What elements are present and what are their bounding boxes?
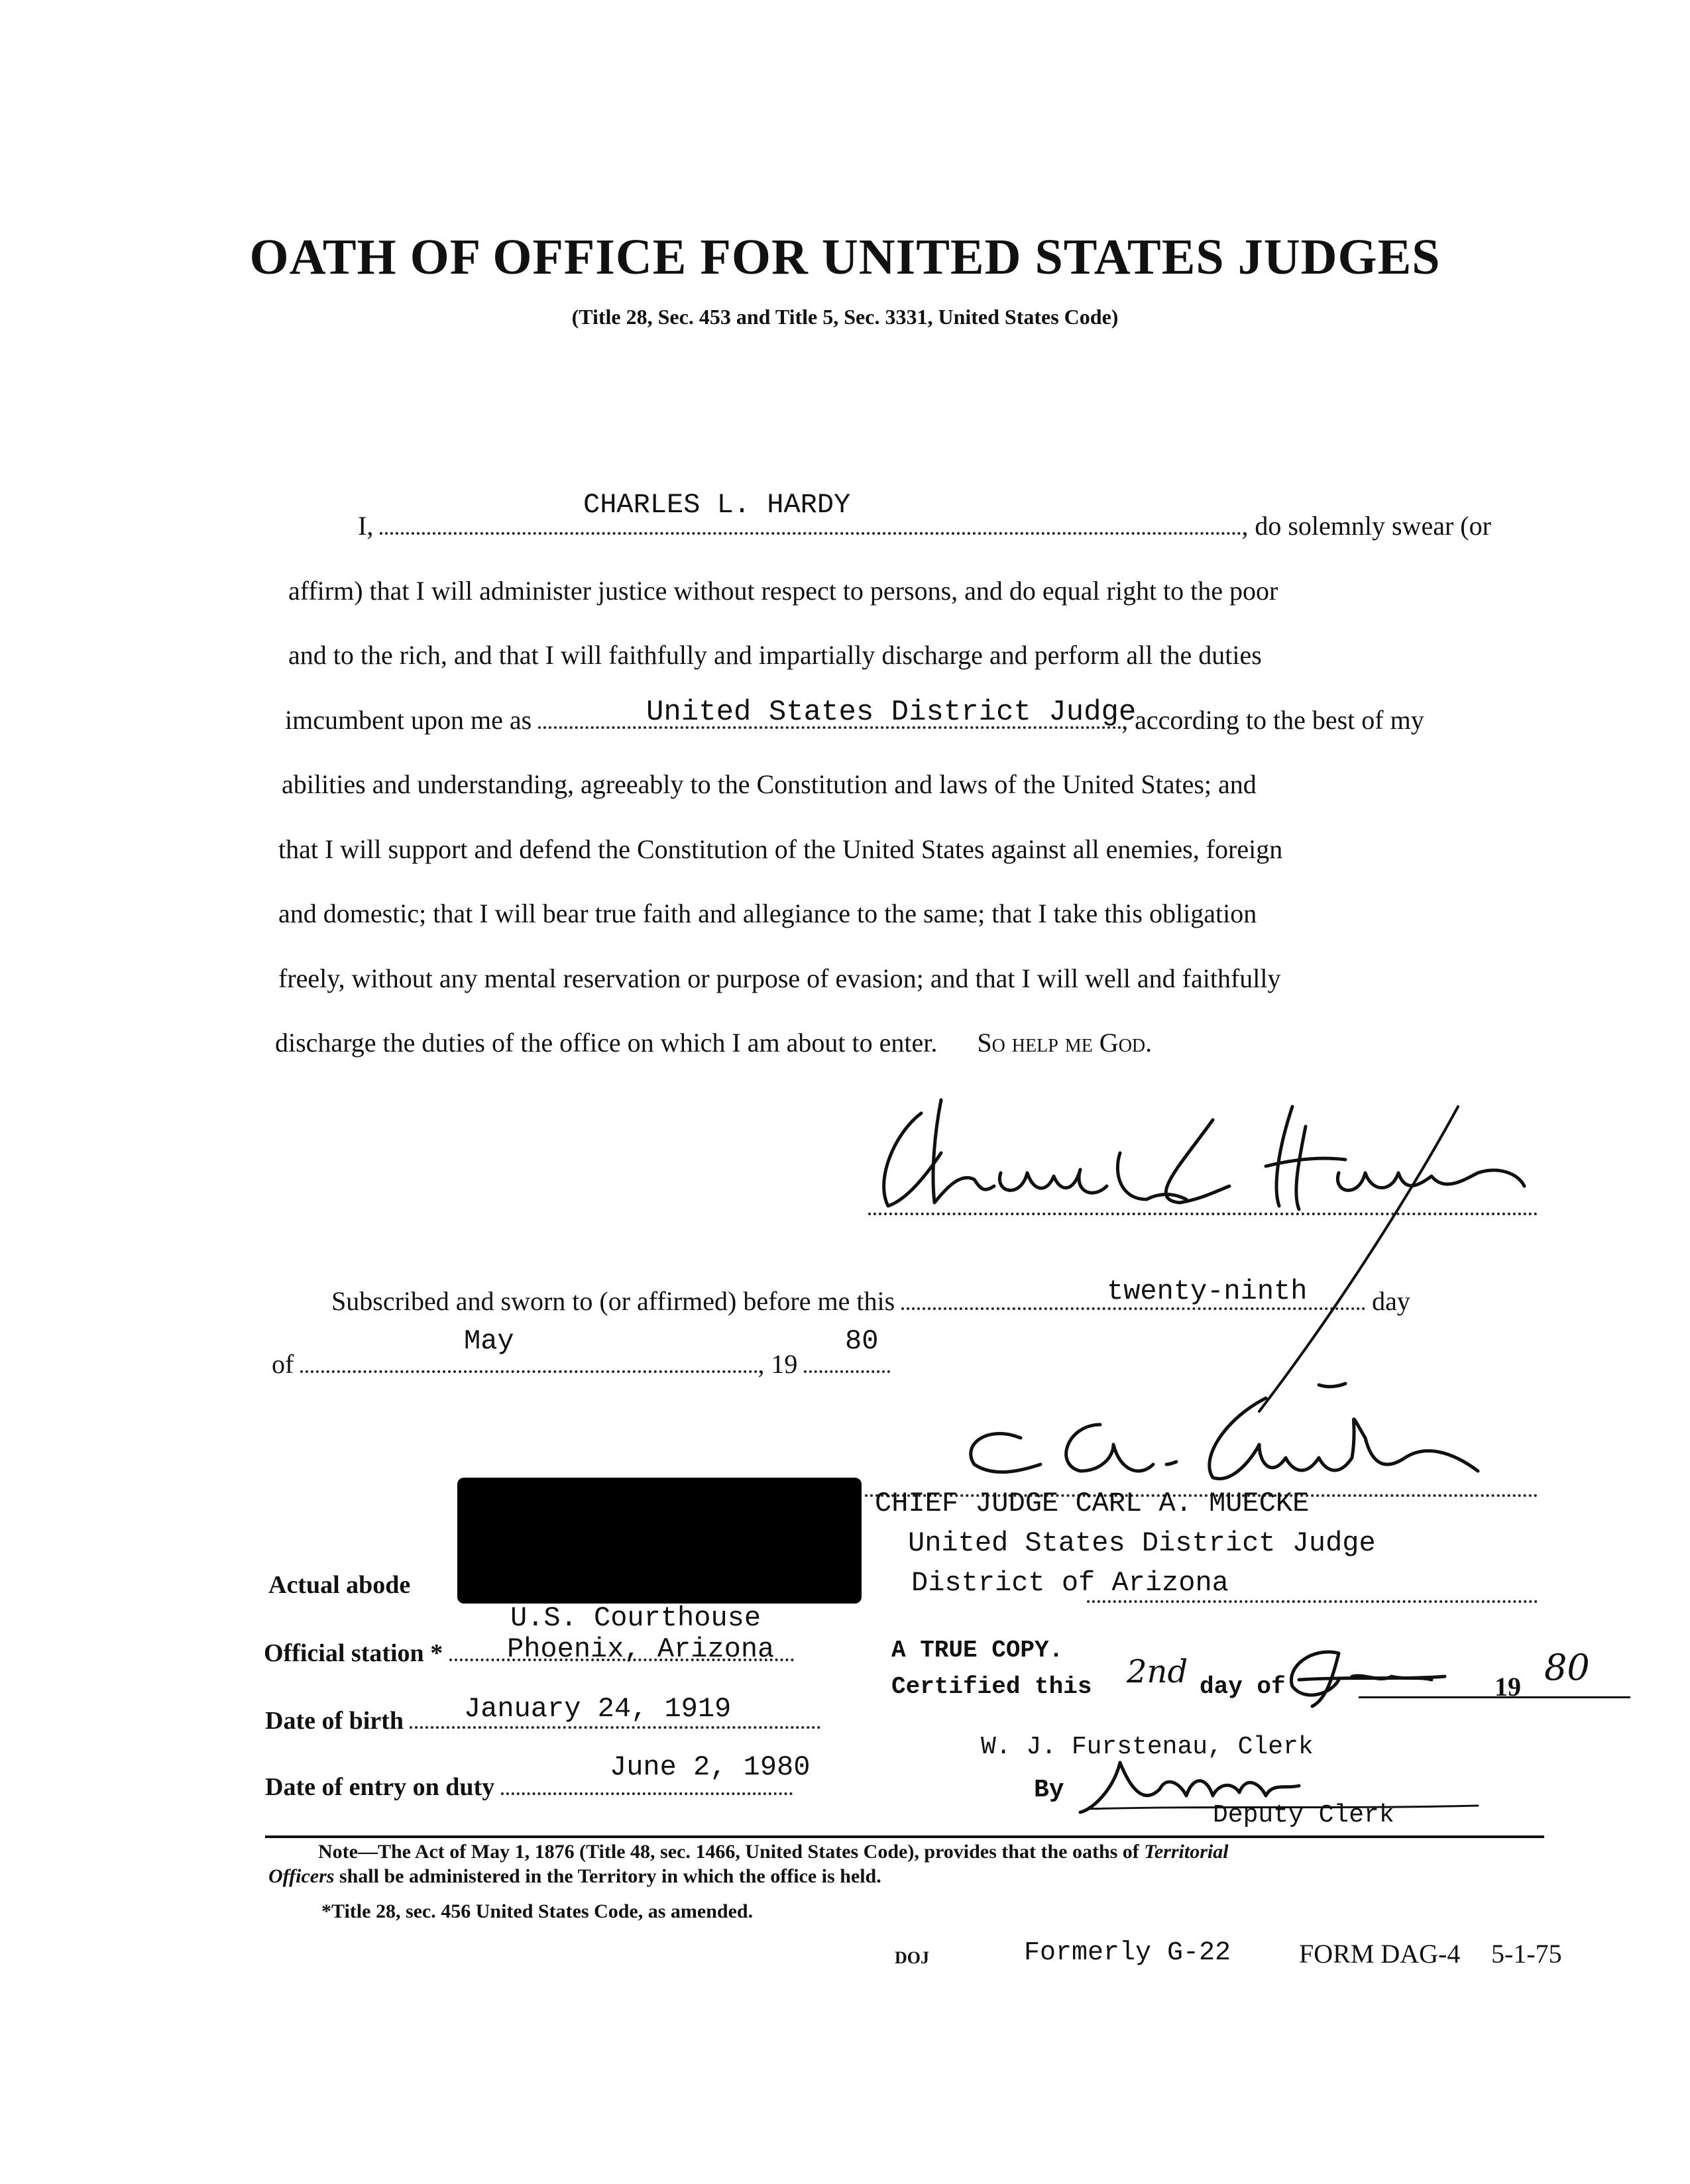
footer-doj: DOJ [895, 1948, 929, 1967]
sworn-month-field: May [464, 1325, 514, 1357]
oath-line1-suffix: , do solemnly swear (or [1241, 511, 1491, 541]
certified-day: 2nd [1127, 1653, 1188, 1690]
note-1-line-2: Officers shall be administered in the Territory in which the office is held. [268, 1865, 881, 1887]
note-2: *Title 28, sec. 456 United States Code, as amended. [321, 1900, 754, 1922]
office-field: United States District Judge [646, 696, 1137, 729]
sworn-year-prefix: , 19 [758, 1349, 798, 1379]
name-dotted-line [380, 519, 1241, 535]
redaction-box [457, 1478, 862, 1604]
oath-line-2: affirm) that I will administer justice without respect to persons, and do equal right to the poor [288, 576, 1278, 606]
station-line-1: U.S. Courthouse [510, 1602, 761, 1634]
oath-line-8: freely, without any mental reservation or purpose of evasion; and that I will well and faithfully [278, 963, 1281, 993]
footer-formerly: Formerly G-22 [1024, 1938, 1231, 1968]
judge-name-field: CHARLES L. HARDY [583, 489, 851, 521]
certified-label: Certified this [891, 1673, 1092, 1700]
officer-district: District of Arizona [911, 1567, 1229, 1599]
notes-separator [265, 1835, 1544, 1838]
officer-title: United States District Judge [908, 1527, 1376, 1559]
deputy-clerk: Deputy Clerk [1213, 1801, 1394, 1829]
oath-line4-suffix: , according to the best of my [1121, 705, 1424, 735]
form-subtitle: (Title 28, Sec. 453 and Title 5, Sec. 3331, United States Code) [571, 305, 1119, 329]
oath-line-5: abilities and understanding, agreeably to the Constitution and laws of the United States; and [282, 769, 1257, 799]
certified-month [1272, 1640, 1485, 1713]
footer-form: FORM DAG-4 [1299, 1939, 1461, 1969]
month-dotted-line [300, 1357, 758, 1373]
sworn-of-label: of [272, 1349, 294, 1379]
entry-label: Date of entry on duty [265, 1773, 495, 1801]
oath-closing: So help me God. [977, 1028, 1153, 1058]
certified-year-prefix: 19 [1494, 1672, 1521, 1702]
station-line-2: Phoenix, Arizona [507, 1633, 775, 1665]
dob-label: Date of birth [265, 1707, 404, 1735]
officer-signature [948, 1378, 1518, 1498]
officer-name: CHIEF JUDGE CARL A. MUECKE [875, 1488, 1310, 1519]
footer-date: 5-1-75 [1491, 1939, 1562, 1969]
dob-field: January 24, 1919 [464, 1693, 732, 1725]
oath-line9-text: discharge the duties of the office on which I am about to enter. [275, 1028, 938, 1058]
true-copy: A TRUE COPY. [891, 1637, 1064, 1664]
oath-line-3: and to the rich, and that I will faithfully and impartially discharge and perform all the duties [288, 640, 1262, 670]
oath-line-7: and domestic; that I will bear true faith and allegiance to the same; that I take this obligation [278, 899, 1257, 928]
oath-line4-prefix: imcumbent upon me as [285, 705, 532, 735]
sworn-day-suffix: day [1372, 1286, 1410, 1316]
sworn-month-line [272, 1348, 890, 1380]
sworn-prefix: Subscribed and sworn to (or affirmed) before me this [331, 1286, 895, 1316]
entry-field: June 2, 1980 [610, 1751, 811, 1783]
clerk-name: W. J. Furstenau, Clerk [981, 1733, 1314, 1761]
oath-line-6: that I will support and defend the Constitution of the United States against all enemies, foreign [278, 834, 1283, 864]
abode-label: Actual abode [268, 1571, 411, 1599]
certified-year: 80 [1544, 1647, 1590, 1688]
district-dotted-line [1087, 1600, 1538, 1603]
form-title: OATH OF OFFICE FOR UNITED STATES JUDGES [249, 229, 1441, 285]
sworn-year-field: 80 [845, 1325, 879, 1357]
note-1-line-1: Note—The Act of May 1, 1876 (Title 48, sec. 1466, United States Code), provides that the oaths of Territorial [318, 1841, 1229, 1863]
signature-stroke [1246, 1100, 1485, 1418]
oath-prefix: I, [358, 511, 374, 541]
certified-day-word: day of [1200, 1673, 1286, 1700]
year-dotted-line [804, 1357, 890, 1373]
oath-line-1 [358, 510, 1491, 541]
oath-line-9 [275, 1027, 1152, 1058]
by-label: By [1034, 1776, 1064, 1804]
station-label: Official station * [264, 1639, 443, 1667]
sworn-day-field: twenty-ninth [1107, 1276, 1308, 1307]
